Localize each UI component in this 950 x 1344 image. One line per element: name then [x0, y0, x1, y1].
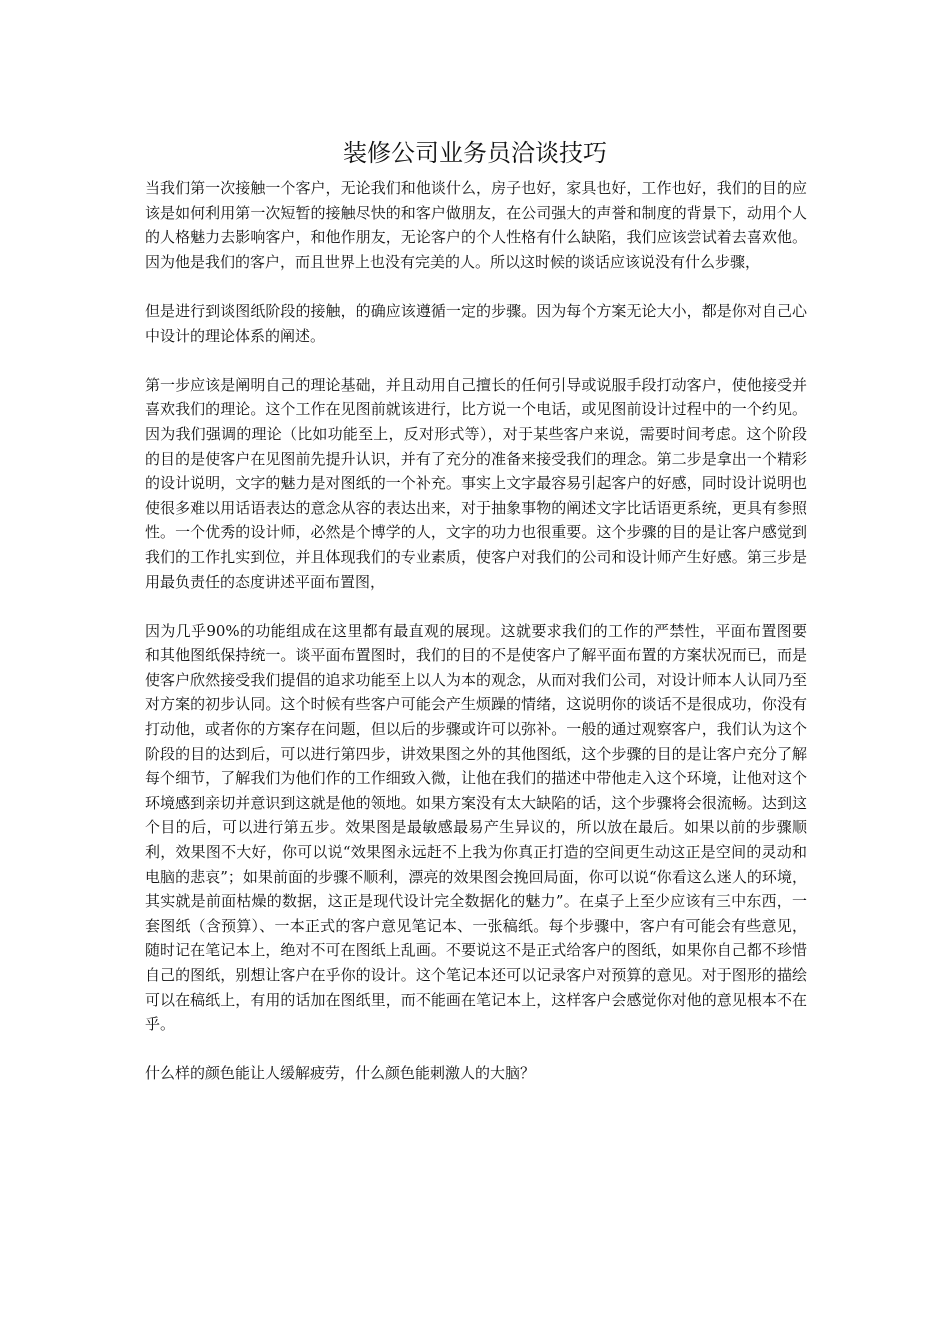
paragraph-color-question: 什么样的颜色能让人缓解疲劳，什么颜色能刺激人的大脑？: [145, 1064, 536, 1083]
paragraph-drawing-stage: 但是进行到谈图纸阶段的接触，的确应该遵循一定的步骤。因为每个方案无论大小，都是你对自己心中设计的理论体系的阐述。: [145, 301, 807, 345]
document-title: 装修公司业务员洽谈技巧: [343, 139, 607, 167]
paragraph-first-contact: 当我们第一次接触一个客户，无论我们和他谈什么，房子也好，家具也好，工作也好，我们的目的应该是如何利用第一次短暂的接触尽快的和客户做朋友，在公司强大的声誉和制度的背景下，动用个人的人格魅力去影响客户，和他作朋友，无论客户的个人性格有什么缺陷，我们应该尝试着去喜欢他。因为他是我们的客户，而且世界上也没有完美的人。所以这时候的谈话应该说没有什么步骤，: [145, 179, 807, 271]
document-body: [145, 176, 807, 1111]
paragraph-steps-one-to-three: 第一步应该是阐明自己的理论基础，并且动用自己擅长的任何引导或说服手段打动客户，使他接受并喜欢我们的理论。这个工作在见图前就该进行，比方说一个电话，或见图前设计过程中的一个约见。因为我们强调的理论（比如功能至上，反对形式等），对于某些客户来说，需要时间考虑。这个阶段的目的是使客户在见图前先提升认识，并有了充分的准备来接受我们的理念。第二步是拿出一个精彩的设计说明，文字的魅力是对图纸的一个补充。事实上文字最容易引起客户的好感，同时设计说明也使很多难以用话语表达的意念从容的表达出来，对于抽象事物的阐述文字比话语更系统，更具有参照性。一个优秀的设计师，必然是个博学的人，文字的功力也很重要。这个步骤的目的是让客户感觉到我们的工作扎实到位，并且体现我们的专业素质，使客户对我们的公司和设计师产生好感。第三步是用最负责任的态度讲述平面布置图，: [145, 375, 807, 591]
paragraph-floor-plan: 因为几乎90%的功能组成在这里都有最直观的展现。这就要求我们的工作的严禁性，平面布置图要和其他图纸保持统一。谈平面布置图时，我们的目的不是使客户了解平面布置的方案状况而已，而是使客户欣然接受我们提倡的追求功能至上以人为本的观念，从而对我们公司，对设计师本人认同乃至对方案的初步认同。这个时候有些客户可能会产生烦躁的情绪，这说明你的谈话不是很成功，你没有打动他，或者你的方案存在问题，但以后的步骤或许可以弥补。一般的通过观察客户，我们认为这个阶段的目的达到后，可以进行第四步，讲效果图之外的其他图纸，这个步骤的目的是让客户充分了解每个细节，了解我们为他们作的工作细致入微，让他在我们的描述中带他走入这个环境，让他对这个环境感到亲切并意识到这就是他的领地。如果方案没有太大缺陷的话，这个步骤将会很流畅。达到这个目的后，可以进行第五步。效果图是最敏感最易产生异议的，所以放在最后。如果以前的步骤顺利，效果图不大好，你可以说“效果图永远赶不上我为你真正打造的空间更生动这正是空间的灵动和电脑的悲哀”；如果前面的步骤不顺利，漂亮的效果图会挽回局面，你可以说“你看这么迷人的环境，其实就是前面枯燥的数据，这正是现代设计完全数据化的魅力”。在桌子上至少应该有三中东西，一套图纸（含预算）、一本正式的客户意见笔记本、一张稿纸。每个步骤中，客户有可能会有些意见，随时记在笔记本上，绝对不可在图纸上乱画。不要说这不是正式给客户的图纸，如果你自己都不珍惜自己的图纸，别想让客户在乎你的设计。这个笔记本还可以记录客户对预算的意见。对于图形的描绘可以在稿纸上，有用的话加在图纸里，而不能画在笔记本上，这样客户会感觉你对他的意见根本不在乎。: [145, 621, 807, 1034]
